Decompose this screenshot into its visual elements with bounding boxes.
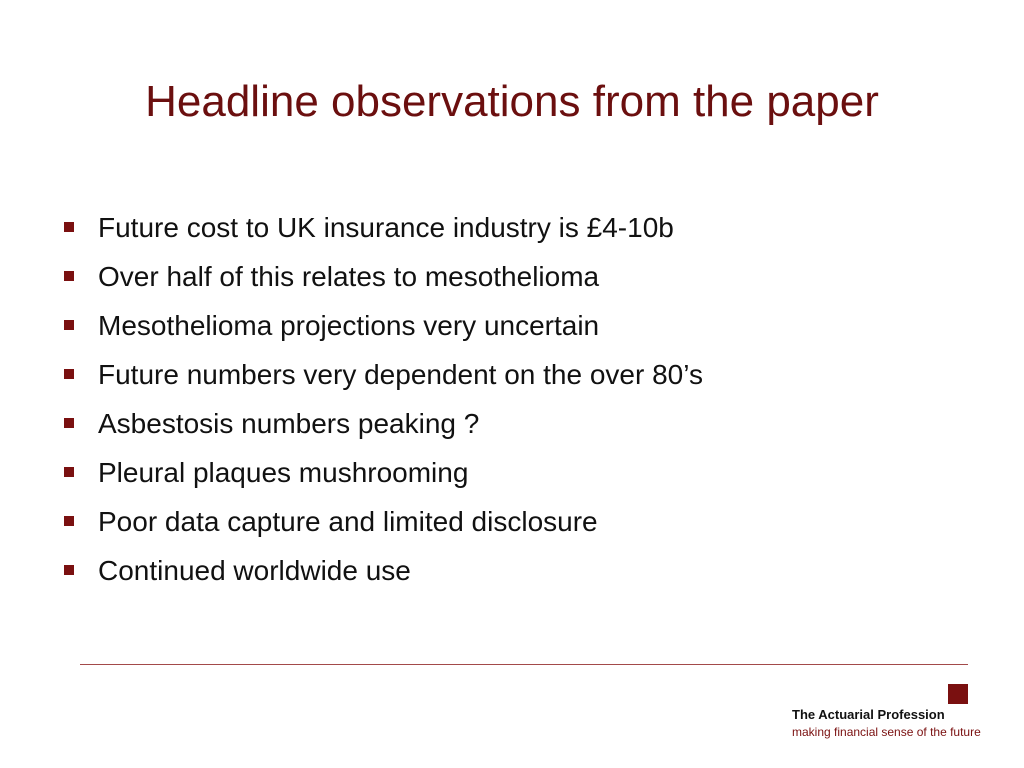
bullet-item bbox=[62, 206, 703, 255]
organization-name: The Actuarial Profession bbox=[792, 707, 945, 722]
bullet-item bbox=[62, 402, 703, 451]
bullet-text: Poor data capture and limited disclosure bbox=[98, 506, 598, 537]
bullet-item bbox=[62, 500, 703, 549]
slide-title: Headline observations from the paper bbox=[145, 77, 879, 126]
bullet-text: Over half of this relates to mesothelioma bbox=[98, 261, 600, 292]
bullet-text: Asbestosis numbers peaking ? bbox=[98, 408, 480, 439]
footer-divider bbox=[80, 664, 968, 665]
square-logo-icon bbox=[948, 684, 968, 704]
square-bullet-icon bbox=[64, 271, 74, 281]
square-bullet-icon bbox=[64, 467, 74, 477]
bullet-item bbox=[62, 304, 703, 353]
bullet-text: Future numbers very dependent on the over 80’s bbox=[98, 359, 703, 390]
bullet-text: Pleural plaques mushrooming bbox=[98, 457, 469, 488]
bullet-text: Mesothelioma projections very uncertain bbox=[98, 310, 600, 341]
bullet-item bbox=[62, 549, 703, 598]
square-bullet-icon bbox=[64, 516, 74, 526]
bullet-text: Continued worldwide use bbox=[98, 555, 411, 586]
square-bullet-icon bbox=[64, 565, 74, 575]
bullet-item bbox=[62, 353, 703, 402]
bullet-item bbox=[62, 451, 703, 500]
square-bullet-icon bbox=[64, 222, 74, 232]
square-bullet-icon bbox=[64, 418, 74, 428]
bullet-item bbox=[62, 255, 703, 304]
organization-tagline: making financial sense of the future bbox=[792, 725, 981, 739]
square-bullet-icon bbox=[64, 369, 74, 379]
bullet-list bbox=[62, 206, 703, 598]
bullet-text: Future cost to UK insurance industry is £4-10b bbox=[98, 212, 674, 243]
square-bullet-icon bbox=[64, 320, 74, 330]
